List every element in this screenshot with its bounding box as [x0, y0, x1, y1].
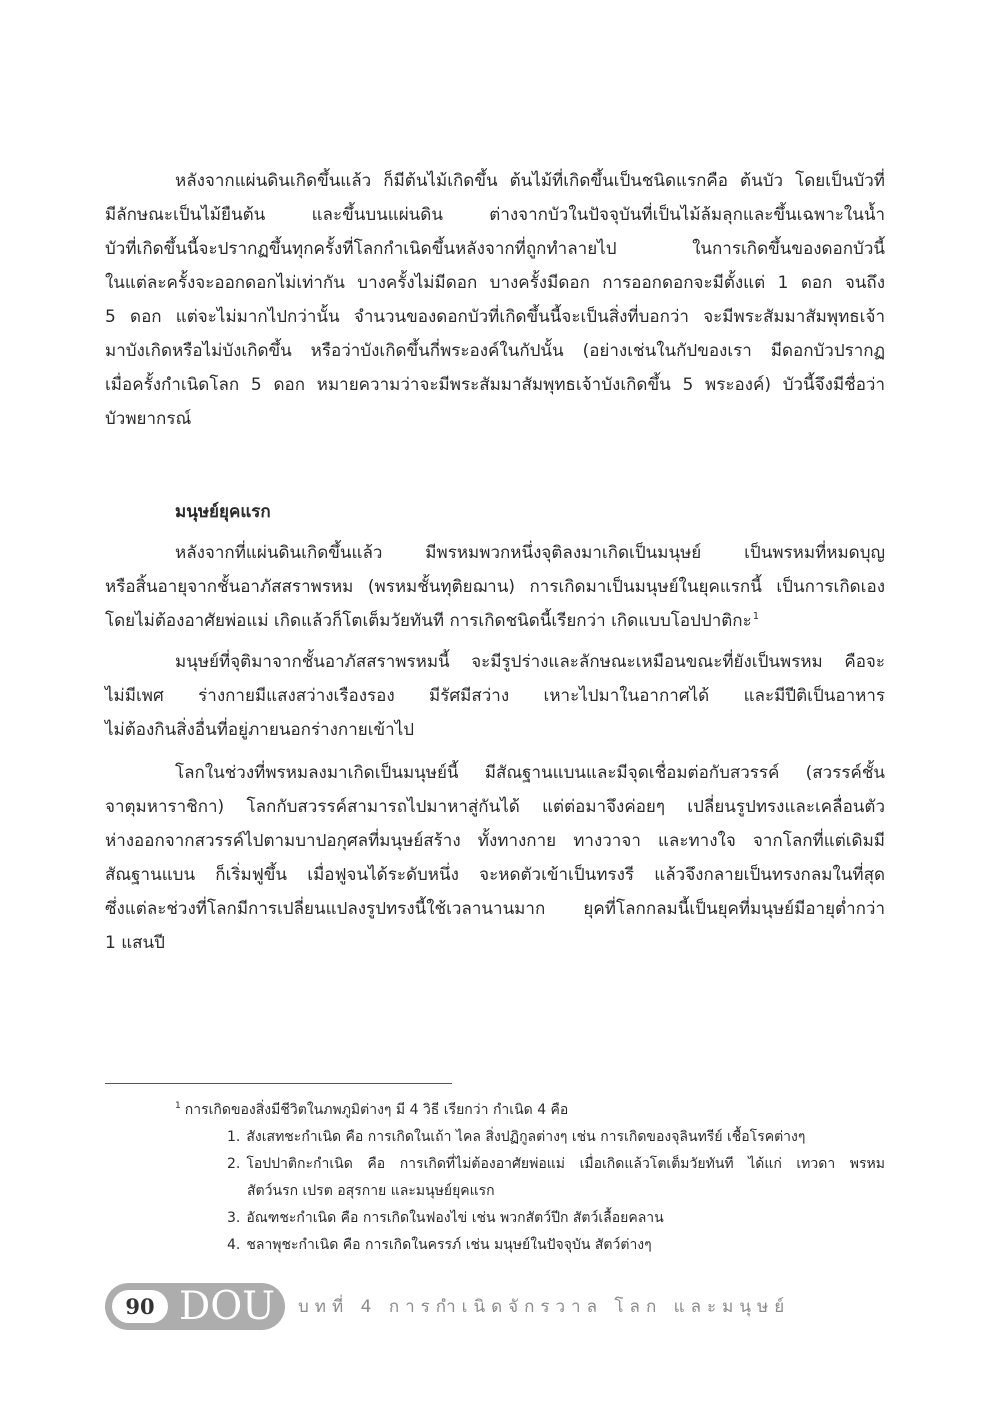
footnote-item-number: 3. [227, 1210, 241, 1226]
footnote-item [227, 1151, 885, 1178]
body-line: หรือสิ้นอายุจากชั้นอาภัสสราพรหม (พรหมชั้นทุติยฌาน) การเกิดมาเป็นมนุษย์ในยุคแรกนี้ เป็นการเกิดเอง [105, 577, 885, 597]
body-line: ห่างออกจากสวรรค์ไปตามบาปอกุศลที่มนุษย์สร้าง ทั้งทางกาย ทางวาจา และทางใจ จากโลกที่แต่เดิมมี [105, 831, 885, 851]
footnote-item [227, 1205, 885, 1232]
body-line: จาตุมหาราชิกา) โลกกับสวรรค์สามารถไปมาหาสู่กันได้ แต่ต่อมาจึงค่อยๆ เปลี่ยนรูปทรงและเคลื่อนตัว [105, 797, 885, 817]
footnote-separator [105, 1083, 452, 1084]
body-line: มาบังเกิดหรือไม่บังเกิดขึ้น หรือว่าบังเกิดขึ้นกี่พระองค์ในกัปนั้น (อย่างเช่นในกัปของเรา มีดอกบัวปรากฏ [105, 341, 885, 361]
intro-paragraph [105, 164, 885, 436]
section-paragraph [105, 645, 885, 747]
body-line: หลังจากที่แผ่นดินเกิดขึ้นแล้ว มีพรหมพวกหนึ่งจุติลงมาเกิดเป็นมนุษย์ เป็นพรหมที่หมดบุญ [175, 543, 885, 563]
footnote-intro-text: การเกิดของสิ่งมีชีวิตในภพภูมิต่างๆ มี 4 วิธี เรียกว่า กำเนิด 4 คือ [184, 1102, 569, 1118]
footnote-item-continuation: สัตว์นรก เปรต อสุรกาย และมนุษย์ยุคแรก [247, 1183, 495, 1199]
body-line: ไม่มีเพศ ร่างกายมีแสงสว่างเรืองรอง มีรัศมีสว่าง เหาะไปมาในอากาศได้ และมีปีติเป็นอาหาร [105, 686, 885, 706]
footnote-item-text: โอปปาติกะกำเนิด คือ การเกิดที่ไม่ต้องอาศัยพ่อแม่ เมื่อเกิดแล้วโตเต็มวัยทันที ได้แก่ เทวดา พรหม [246, 1156, 885, 1172]
body-line: มีลักษณะเป็นไม้ยืนต้น และขึ้นบนแผ่นดิน ต่างจากบัวในปัจจุบันที่เป็นไม้ล้มลุกและขึ้นเฉพาะในน้ำ [105, 205, 885, 225]
footnote-item-text: อัณฑชะกำเนิด คือ การเกิดในฟองไข่ เช่น พวกสัตว์ปีก สัตว์เลื้อยคลาน [246, 1210, 664, 1226]
footnote-item [227, 1232, 885, 1259]
body-line: สัณฐานแบน ก็เริ่มฟูขึ้น เมื่อฟูจนได้ระดับหนึ่ง จะหดตัวเข้าเป็นทรงรี แล้วจึงกลายเป็นทรงกลมในที่สุด [105, 865, 885, 885]
body-line: มนุษย์ที่จุติมาจากชั้นอาภัสสราพรหมนี้ จะมีรูปร่างและลักษณะเหมือนขณะที่ยังเป็นพรหม คือจะ [175, 652, 885, 672]
body-line: เมื่อครั้งกำเนิดโลก 5 ดอก หมายความว่าจะมีพระสัมมาสัมพุทธเจ้าบังเกิดขึ้น 5 พระองค์) บัวนี้จึงมีชื่อว่า [105, 375, 885, 395]
footnote-intro [175, 1097, 885, 1124]
page-number: 90 [112, 1290, 168, 1323]
section-heading: มนุษย์ยุคแรก [175, 502, 271, 522]
footnote-item-text: สังเสทชะกำเนิด คือ การเกิดในเถ้า ไคล สิ่งปฏิกูลต่างๆ เช่น การเกิดของจุลินทรีย์ เชื้อโรคต่างๆ [246, 1129, 806, 1145]
footnote-marker: 1 [175, 1101, 181, 1112]
body-line: โลกในช่วงที่พรหมลงมาเกิดเป็นมนุษย์นี้ มีสัณฐานแบนและมีจุดเชื่อมต่อกับสวรรค์ (สวรรค์ชั้น [175, 763, 885, 783]
body-line [105, 604, 885, 638]
body-line: ซึ่งแต่ละช่วงที่โลกมีการเปลี่ยนแปลงรูปทรงนี้ใช้เวลานานมาก ยุคที่โลกกลมนี้เป็นยุคที่มนุษย์มีอายุต่ำกว่า [105, 899, 885, 919]
footnote-item-number: 2. [227, 1156, 241, 1172]
brand-logo-text: DOU [178, 1284, 276, 1329]
footnote-item [227, 1124, 885, 1151]
footnote-item-text: ชลาพุชะกำเนิด คือ การเกิดในครรภ์ เช่น มนุษย์ในปัจจุบัน สัตว์ต่างๆ [246, 1237, 652, 1253]
footnote-item-number: 4. [227, 1237, 241, 1253]
section-paragraph [105, 536, 885, 638]
body-line: บัวพยากรณ์ [105, 409, 192, 429]
footnote-list [227, 1124, 885, 1259]
body-line: บัวที่เกิดขึ้นนี้จะปรากฏขึ้นทุกครั้งที่โลกกำเนิดขึ้นหลังจากที่ถูกทำลายไป ในการเกิดขึ้นของดอกบัวนี้ [105, 239, 885, 259]
body-line: 1 แสนปี [105, 933, 165, 953]
section-paragraph [105, 756, 885, 960]
body-line: ไม่ต้องกินสิ่งอื่นที่อยู่ภายนอกร่างกายเข้าไป [105, 720, 415, 740]
body-line: 5 ดอก แต่จะไม่มากไปกว่านั้น จำนวนของดอกบัวที่เกิดขึ้นนี้จะเป็นสิ่งที่บอกว่า จะมีพระสัมมาสัมพุทธเจ้า [105, 307, 885, 327]
chapter-title: บทที่ 4 การกำเนิดจักรวาล โลก และมนุษย์ [298, 1297, 791, 1317]
body-line: ในแต่ละครั้งจะออกดอกไม่เท่ากัน บางครั้งไม่มีดอก บางครั้งมีดอก การออกดอกจะมีตั้งแต่ 1 ดอก จนถึง [105, 273, 885, 293]
footer-badge [105, 1283, 285, 1330]
footnote-reference: 1 [752, 611, 760, 623]
body-line-text: โดยไม่ต้องอาศัยพ่อแม่ เกิดแล้วก็โตเต็มวัยทันที การเกิดชนิดนี้เรียกว่า เกิดแบบโอปปาติกะ [105, 611, 752, 631]
body-line: หลังจากแผ่นดินเกิดขึ้นแล้ว ก็มีต้นไม้เกิดขึ้น ต้นไม้ที่เกิดขึ้นเป็นชนิดแรกคือ ต้นบัว โดยเป็นบัวที่ [175, 171, 885, 191]
footnote-item-number: 1. [227, 1129, 241, 1145]
